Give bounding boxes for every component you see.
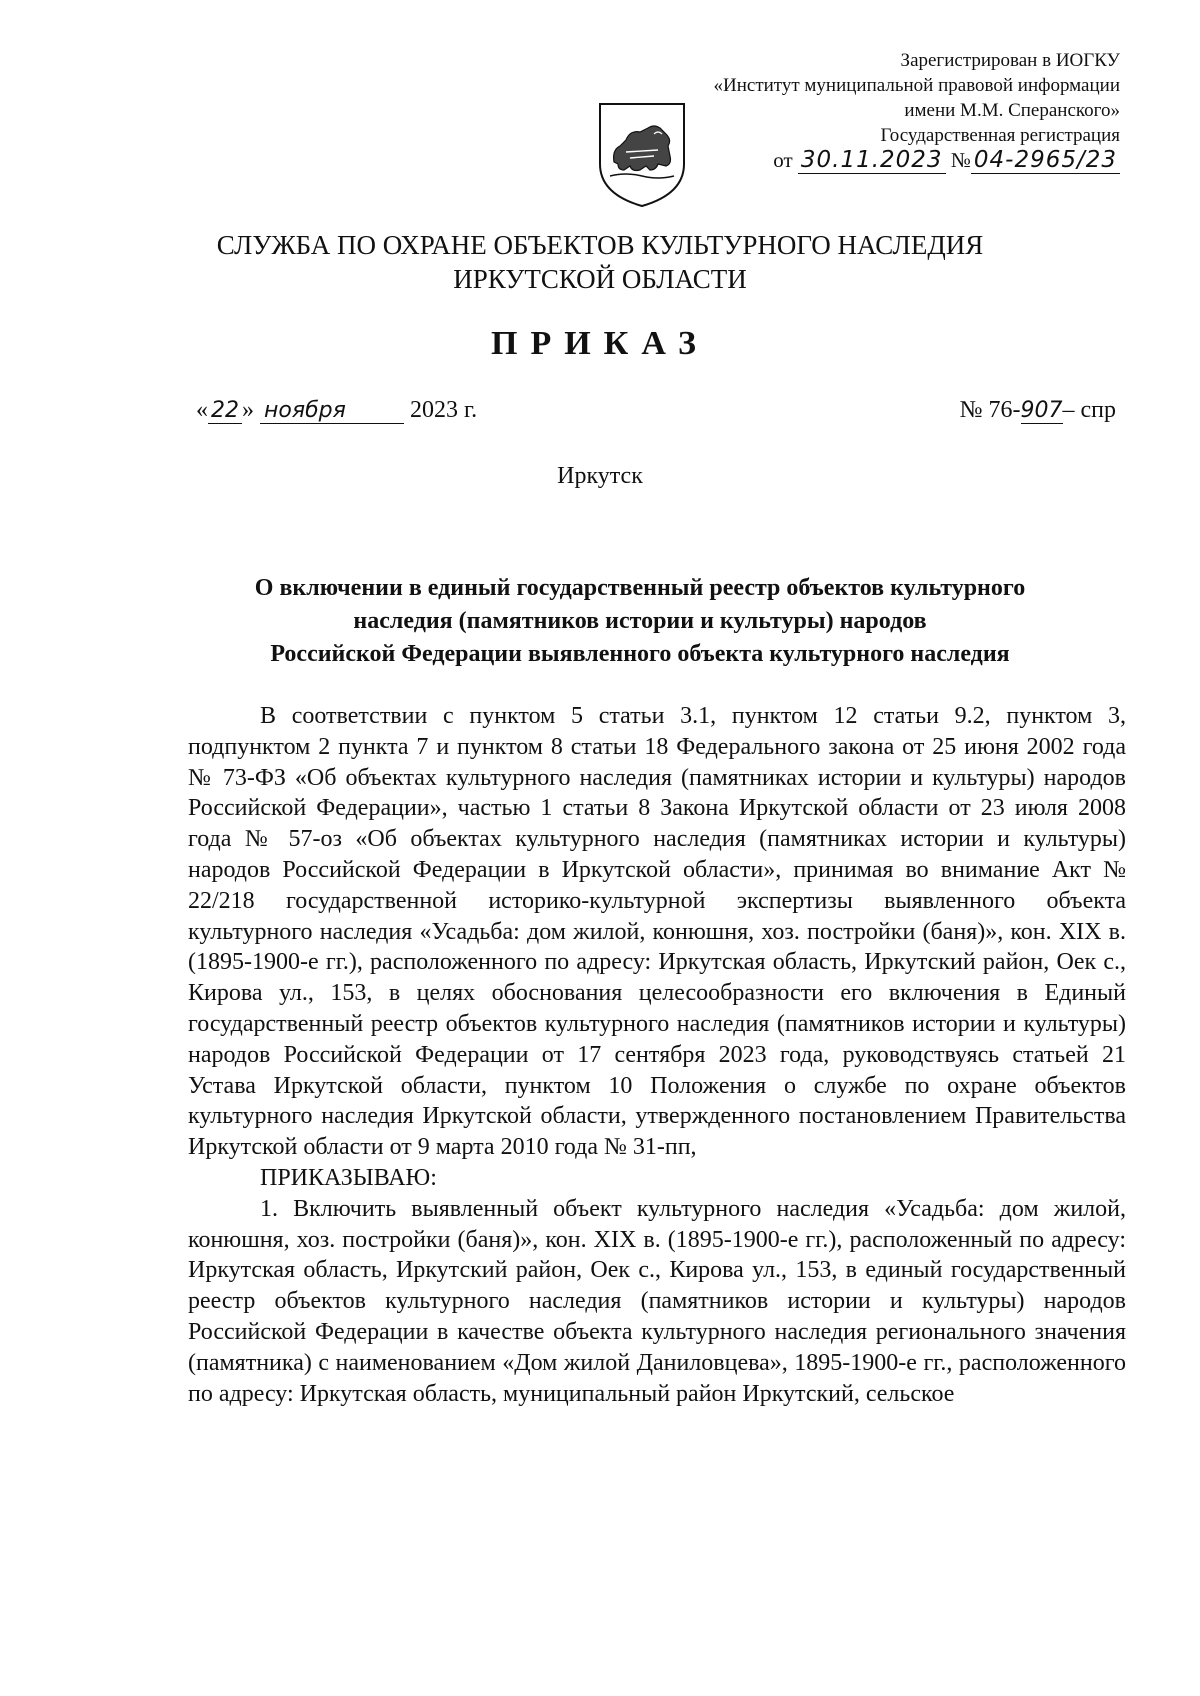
order-number-handwritten: 907 — [1020, 398, 1063, 423]
subject-line-1: О включении в единый государственный реестр объектов культурного — [254, 575, 1026, 601]
registration-line-1: Зарегистрирован в ИОГКУ — [900, 50, 1120, 71]
order-year: 2023 г. — [410, 397, 478, 423]
order-subject — [170, 572, 1110, 671]
registration-number: 04-2965/23 — [971, 148, 1120, 174]
registration-line-3: имени М.М. Сперанского» — [904, 100, 1120, 121]
order-title: ПРИКАЗ — [491, 325, 709, 362]
agency-name — [0, 228, 1200, 296]
order-body — [188, 701, 1126, 1409]
order-day: 22 — [208, 398, 242, 424]
registration-from-label: от — [773, 148, 793, 172]
date-quote-open: « — [196, 397, 208, 423]
order-month: ноября — [260, 398, 404, 424]
date-quote-close: » — [242, 397, 254, 423]
order-number — [960, 397, 1116, 424]
order-number-prefix: № 76- — [959, 397, 1021, 423]
subject-line-3: Российской Федерации выявленного объекта культурного наследия — [270, 641, 1010, 667]
agency-name-line-2: ИРКУТСКОЙ ОБЛАСТИ — [453, 264, 747, 294]
order-item-1: 1. Включить выявленный объект культурного наследия «Усадьба: дом жилой, конюшня, хоз. постройки (баня)», кон. XIX в. (1895-1900-е гг.), расположенный по адресу: Иркутская область, Иркутский район, Оек с., Кирова ул., 153, в единый государственный реестр объектов культурного наследия (памятников истории и культуры) народов Российской Федерации в качестве объекта культурного наследия регионального значения (памятника) с наименованием «Дом жилой Даниловцева», 1895-1900-е гг., расположенного по адресу: Иркутская область, муниципальный район Иркутский, сельское — [188, 1195, 1126, 1407]
order-number-suffix: – спр — [1062, 397, 1116, 423]
registration-line-2: «Институт муниципальной правовой информации — [713, 75, 1120, 96]
agency-name-line-1: СЛУЖБА ПО ОХРАНЕ ОБЪЕКТОВ КУЛЬТУРНОГО НАСЛЕДИЯ — [216, 230, 984, 260]
registration-number-label: № — [950, 148, 971, 172]
registration-line-4: Государственная регистрация — [880, 125, 1120, 146]
coat-of-arms-icon — [596, 100, 688, 210]
registration-date: 30.11.2023 — [798, 148, 946, 174]
subject-line-2: наследия (памятников истории и культуры) народов — [353, 608, 927, 634]
order-date — [196, 397, 477, 424]
preamble-paragraph: В соответствии с пунктом 5 статьи 3.1, пунктом 12 статьи 9.2, пунктом 3, подпунктом 2 пункта 7 и пунктом 8 статьи 18 Федерального закона от 25 июня 2002 года № 73-ФЗ «Об объектах культурного наследия (памятниках истории и культуры) народов Российской Федерации», частью 1 статьи 8 Закона Иркутской области от 23 июля 2008 года № 57-оз «Об объектах культурного наследия (памятниках истории и культуры) народов Российской Федерации в Иркутской области», принимая во внимание Акт № 22/218 государственной историко-культурной экспертизы выявленного объекта культурного наследия «Усадьба: дом жилой, конюшня, хоз. постройки (баня)», кон. XIX в. (1895-1900-е гг.), расположенного по адресу: Иркутская область, Иркутский район, Оек с., Кирова ул., 153, в целях обоснования целесообразности его включения в Единый государственный реестр объектов культурного наследия (памятников истории и культуры) народов Российской Федерации от 17 сентября 2023 года, руководствуясь статьей 21 Устава Иркутской области, пунктом 10 Положения о службе по охране объектов культурного наследия Иркутской области, утвержденного постановлением Правительства Иркутской области от 9 марта 2010 года № 31-пп, — [188, 703, 1126, 1161]
date-number-row — [196, 397, 1116, 433]
place-of-issue: Иркутск — [557, 463, 643, 489]
command-word: ПРИКАЗЫВАЮ: — [260, 1164, 437, 1191]
